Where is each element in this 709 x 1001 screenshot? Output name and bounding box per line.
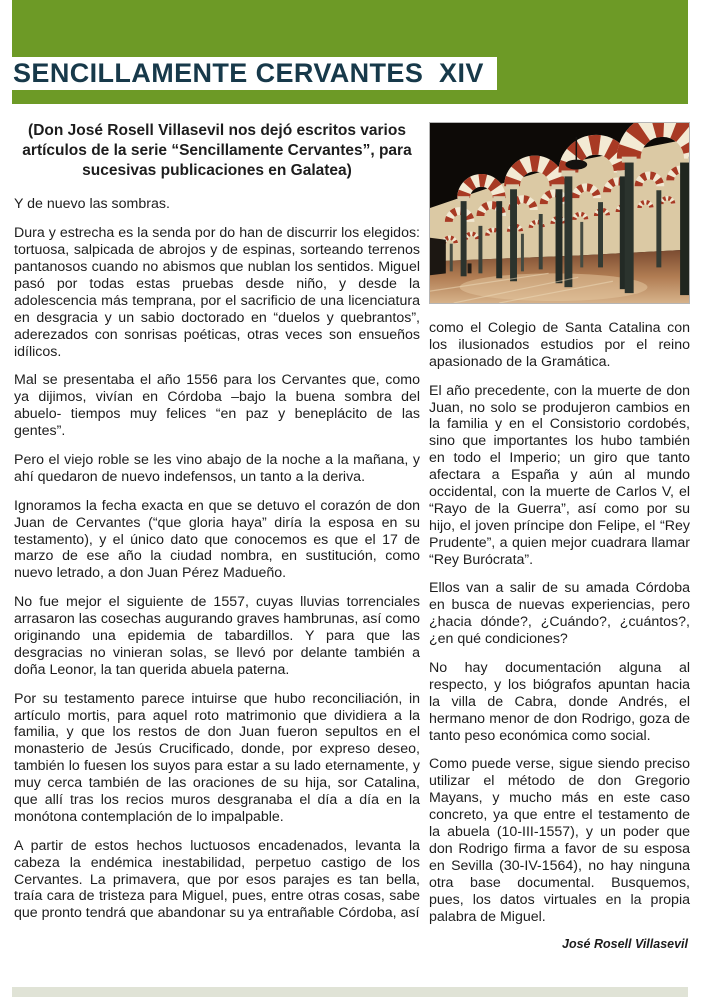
mezquita-cordoba-photo [429, 122, 690, 304]
intro-note: (Don José Rosell Villasevil nos dejó escritos varios artículos de la serie “Sencillamente Cervantes”, para sucesivas publicaciones en Galatea) [22, 122, 412, 180]
body-paragraph: Por su testamento parece intuirse que hubo reconciliación, in artículo mortis, para aquel roto matrimonio que dividiera a la familia, y que los restos de don Juan fueron sepultos en el monasterio de Jesús Crucificado, donde, por expreso deseo, también lo fuesen los suyos para estar a su lado eternamente, y muy cerca también de las oraciones de su hija, sor Catalina, que allí tras los recios muros desgranaba el día a día en la monótona contemplación de lo impalpable. [14, 690, 420, 825]
left-column-paragraphs [14, 196, 420, 922]
title-strip [0, 57, 497, 90]
left-column [14, 121, 420, 934]
body-paragraph: Ignoramos la fecha exacta en que se detuvo el corazón de don Juan de Cervantes (“que gloria haya” diría la esposa en su testamento), y el único dato que conocemos es que el 17 de marzo de ese año la ciudad nombra, en sustitución, como nuevo letrado, a don Juan Pérez Madueño. [14, 497, 420, 582]
body-paragraph: Dura y estrecha es la senda por do han de discurrir los elegidos: tortuosa, salpicada de abrojos y de espinas, sorteando terrenos pantanosos cuando no abismos que nublan los sentidos. Miguel pasó por todas estas pruebas desde niño, y desde la adolescencia más temprana, por el sacrificio de una licenciatura en desgracia y un sabio doctorado en “duelos y quebrantos”, aderezados con sonrisas poéticas, otras veces son ensueños idílicos. [14, 225, 420, 360]
body-paragraph: como el Colegio de Santa Catalina con los ilusionados estudios por el reino apasionado de la Gramática. [429, 320, 690, 370]
body-paragraph: Ellos van a salir de su amada Córdoba en busca de nuevas experiencias, pero ¿hacia dónde?, ¿Cuándo?, ¿cuántos?, ¿en qué condiciones? [429, 580, 690, 648]
right-column [429, 122, 690, 951]
body-paragraph: No hay documentación alguna al respecto, y los biógrafos apuntan hacia la villa de Cabra, donde Andrés, el hermano menor de don Rodrigo, goza de tanto peso económica como social. [429, 660, 690, 744]
body-paragraph: Como puede verse, sigue siendo preciso utilizar el método de don Gregorio Mayans, y mucho más en este caso concreto, ya que entre el testamento de la abuela (10-III-1557), y un poder que don Rodrigo firma a favor de su esposa en Sevilla (30-IV-1564), no hay ninguna otra base documental. Busquemos, pues, los datos virtuales en la propia palabra de Miguel. [429, 756, 690, 925]
body-paragraph: No fue mejor el siguiente de 1557, cuyas lluvias torrenciales arrasaron las cosechas augurando graves hambrunas, así como originando una epidemia de tabardillos. Y para que las desgracias no vinieran solas, se llevó por delante también a doña Leonor, la tan querida abuela paterna. [14, 594, 420, 678]
body-paragraph: A partir de estos hechos luctuosos encadenados, levanta la cabeza la endémica inestabilidad, perpetuo castigo de los Cervantes. La primavera, que por esos parajes es tan bella, traía cara de tristeza para Miguel, pues, entre otras cosas, sabe que pronto tendrá que abandonar su ya entrañable Córdoba, así [14, 837, 420, 922]
right-column-paragraphs [429, 320, 690, 925]
body-paragraph: Y de nuevo las sombras. [14, 196, 170, 213]
body-paragraph: Mal se presentaba el año 1556 para los Cervantes que, como ya dijimos, vivían en Córdoba –bajo la buena sombra del abuelo- tiempos muy felices “en paz y beneplácito de las gentes”. [14, 372, 420, 440]
author-signature: José Rosell Villasevil [562, 937, 688, 952]
page-title: SENCILLAMENTE CERVANTES XIV [13, 58, 484, 88]
mezquita-photo-illustration [430, 123, 689, 303]
footer-bar [12, 987, 688, 997]
body-paragraph: El año precedente, con la muerte de don Juan, no solo se produjeron cambios en la familia y en el Consistorio cordobés, sino que importantes los hubo también en todo el Imperio; un giro que tanto afectara a España y aún al mundo occidental, con la muerte de Carlos V, el “Rayo de la Guerra”, así como por su hijo, el joven príncipe don Felipe, el “Rey Prudente”, a quien mejor cuadrara llamar “Rey Burócrata”. [429, 382, 690, 568]
body-paragraph: Pero el viejo roble se les vino abajo de la noche a la mañana, y ahí quedaron de nuevo indefensos, un tanto a la deriva. [14, 452, 420, 485]
